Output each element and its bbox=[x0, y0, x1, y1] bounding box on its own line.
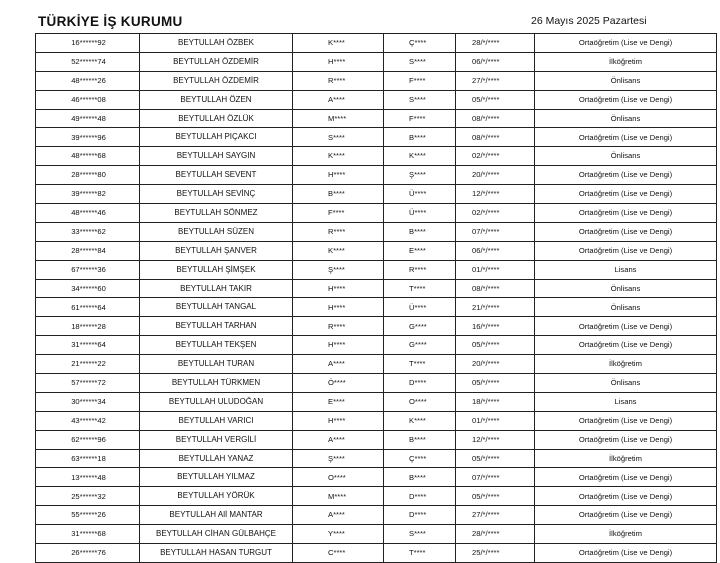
table-row bbox=[36, 109, 717, 128]
table-row bbox=[36, 506, 717, 525]
masked-birthdate-cell: 05/*/**** bbox=[456, 336, 535, 355]
education-level-cell: Ortaöğretim (Lise ve Dengi) bbox=[535, 34, 717, 53]
masked-id-cell: 61******64 bbox=[36, 298, 140, 317]
masked-birthdate-cell: 05/*/**** bbox=[456, 374, 535, 393]
document-header bbox=[0, 0, 720, 33]
masked-birthdate-cell: 25/*/**** bbox=[456, 544, 535, 563]
full-name-cell: BEYTULLAH SEVİNÇ bbox=[140, 185, 293, 204]
masked-birthdate-cell: 08/*/**** bbox=[456, 128, 535, 147]
table-row bbox=[36, 392, 717, 411]
education-level-cell: Önlisans bbox=[535, 298, 717, 317]
full-name-cell: BEYTULLAH SEVENT bbox=[140, 166, 293, 185]
masked-birthdate-cell: 28/*/**** bbox=[456, 34, 535, 53]
table-row bbox=[36, 147, 717, 166]
full-name-cell: BEYTULLAH PIÇAKCI bbox=[140, 128, 293, 147]
masked-birthdate-cell: 28/*/**** bbox=[456, 525, 535, 544]
masked-parent-2-cell: B**** bbox=[384, 222, 456, 241]
table-row bbox=[36, 336, 717, 355]
masked-parent-1-cell: R**** bbox=[293, 71, 384, 90]
masked-parent-2-cell: Ş**** bbox=[384, 166, 456, 185]
education-level-cell: Ortaöğretim (Lise ve Dengi) bbox=[535, 430, 717, 449]
full-name-cell: BEYTULLAH TEKŞEN bbox=[140, 336, 293, 355]
education-level-cell: Ortaöğretim (Lise ve Dengi) bbox=[535, 185, 717, 204]
full-name-cell: BEYTULLAH ÖZDEMİR bbox=[140, 52, 293, 71]
masked-id-cell: 48******68 bbox=[36, 147, 140, 166]
masked-parent-2-cell: O**** bbox=[384, 392, 456, 411]
full-name-cell: BEYTULLAH Alİ MANTAR bbox=[140, 506, 293, 525]
masked-id-cell: 28******80 bbox=[36, 166, 140, 185]
masked-parent-1-cell: H**** bbox=[293, 336, 384, 355]
masked-id-cell: 26******76 bbox=[36, 544, 140, 563]
table-row bbox=[36, 355, 717, 374]
masked-id-cell: 46******08 bbox=[36, 90, 140, 109]
records-table bbox=[35, 33, 717, 563]
masked-parent-2-cell: G**** bbox=[384, 317, 456, 336]
masked-parent-1-cell: H**** bbox=[293, 279, 384, 298]
masked-id-cell: 25******32 bbox=[36, 487, 140, 506]
masked-parent-2-cell: K**** bbox=[384, 411, 456, 430]
education-level-cell: Ortaöğretim (Lise ve Dengi) bbox=[535, 241, 717, 260]
masked-parent-1-cell: R**** bbox=[293, 317, 384, 336]
full-name-cell: BEYTULLAH VARICI bbox=[140, 411, 293, 430]
masked-parent-1-cell: A**** bbox=[293, 430, 384, 449]
masked-id-cell: 39******96 bbox=[36, 128, 140, 147]
masked-parent-2-cell: S**** bbox=[384, 52, 456, 71]
masked-parent-2-cell: D**** bbox=[384, 374, 456, 393]
masked-parent-1-cell: M**** bbox=[293, 109, 384, 128]
table-row bbox=[36, 468, 717, 487]
masked-parent-2-cell: B**** bbox=[384, 430, 456, 449]
masked-id-cell: 67******36 bbox=[36, 260, 140, 279]
table-row bbox=[36, 34, 717, 53]
masked-id-cell: 49******48 bbox=[36, 109, 140, 128]
masked-parent-2-cell: G**** bbox=[384, 336, 456, 355]
education-level-cell: Önlisans bbox=[535, 374, 717, 393]
masked-id-cell: 30******34 bbox=[36, 392, 140, 411]
table-row bbox=[36, 298, 717, 317]
masked-parent-2-cell: F**** bbox=[384, 109, 456, 128]
table-row bbox=[36, 222, 717, 241]
masked-parent-1-cell: A**** bbox=[293, 506, 384, 525]
education-level-cell: Ortaöğretim (Lise ve Dengi) bbox=[535, 317, 717, 336]
education-level-cell: İlköğretim bbox=[535, 525, 717, 544]
masked-parent-2-cell: B**** bbox=[384, 128, 456, 147]
education-level-cell: Önlisans bbox=[535, 147, 717, 166]
masked-id-cell: 13******48 bbox=[36, 468, 140, 487]
masked-id-cell: 55******26 bbox=[36, 506, 140, 525]
education-level-cell: Ortaöğretim (Lise ve Dengi) bbox=[535, 336, 717, 355]
masked-parent-1-cell: A**** bbox=[293, 355, 384, 374]
masked-birthdate-cell: 01/*/**** bbox=[456, 411, 535, 430]
table-row bbox=[36, 52, 717, 71]
full-name-cell: BEYTULLAH ŞİMŞEK bbox=[140, 260, 293, 279]
table-row bbox=[36, 241, 717, 260]
masked-parent-1-cell: Ö**** bbox=[293, 374, 384, 393]
education-level-cell: İlköğretim bbox=[535, 355, 717, 374]
full-name-cell: BEYTULLAH TURAN bbox=[140, 355, 293, 374]
masked-birthdate-cell: 12/*/**** bbox=[456, 185, 535, 204]
masked-id-cell: 63******18 bbox=[36, 449, 140, 468]
masked-id-cell: 18******28 bbox=[36, 317, 140, 336]
masked-parent-2-cell: S**** bbox=[384, 90, 456, 109]
table-row bbox=[36, 260, 717, 279]
full-name-cell: BEYTULLAH SÜZEN bbox=[140, 222, 293, 241]
masked-parent-1-cell: R**** bbox=[293, 222, 384, 241]
masked-id-cell: 52******74 bbox=[36, 52, 140, 71]
organization-title: TÜRKİYE İŞ KURUMU bbox=[38, 14, 183, 29]
masked-parent-1-cell: A**** bbox=[293, 90, 384, 109]
table-row bbox=[36, 279, 717, 298]
education-level-cell: Ortaöğretim (Lise ve Dengi) bbox=[535, 204, 717, 223]
education-level-cell: İlköğretim bbox=[535, 52, 717, 71]
masked-birthdate-cell: 12/*/**** bbox=[456, 430, 535, 449]
document-date: 26 Mayıs 2025 Pazartesi bbox=[531, 15, 647, 27]
masked-parent-1-cell: Ş**** bbox=[293, 260, 384, 279]
full-name-cell: BEYTULLAH YANAZ bbox=[140, 449, 293, 468]
masked-parent-2-cell: B**** bbox=[384, 468, 456, 487]
masked-birthdate-cell: 02/*/**** bbox=[456, 147, 535, 166]
education-level-cell: Önlisans bbox=[535, 279, 717, 298]
education-level-cell: Lisans bbox=[535, 392, 717, 411]
masked-parent-2-cell: R**** bbox=[384, 260, 456, 279]
masked-parent-1-cell: Ş**** bbox=[293, 449, 384, 468]
table-row bbox=[36, 90, 717, 109]
full-name-cell: BEYTULLAH ÖZDEMİR bbox=[140, 71, 293, 90]
full-name-cell: BEYTULLAH CİHAN GÜLBAHÇE bbox=[140, 525, 293, 544]
full-name-cell: BEYTULLAH TÜRKMEN bbox=[140, 374, 293, 393]
masked-id-cell: 16******92 bbox=[36, 34, 140, 53]
masked-parent-2-cell: F**** bbox=[384, 71, 456, 90]
masked-id-cell: 43******42 bbox=[36, 411, 140, 430]
masked-parent-1-cell: H**** bbox=[293, 166, 384, 185]
full-name-cell: BEYTULLAH SAYGIN bbox=[140, 147, 293, 166]
masked-birthdate-cell: 05/*/**** bbox=[456, 90, 535, 109]
masked-parent-1-cell: C**** bbox=[293, 544, 384, 563]
masked-parent-2-cell: T**** bbox=[384, 355, 456, 374]
education-level-cell: Ortaöğretim (Lise ve Dengi) bbox=[535, 128, 717, 147]
education-level-cell: Önlisans bbox=[535, 71, 717, 90]
masked-parent-1-cell: B**** bbox=[293, 185, 384, 204]
masked-birthdate-cell: 02/*/**** bbox=[456, 204, 535, 223]
masked-parent-1-cell: K**** bbox=[293, 241, 384, 260]
masked-id-cell: 21******22 bbox=[36, 355, 140, 374]
full-name-cell: BEYTULLAH ULUDOĞAN bbox=[140, 392, 293, 411]
masked-birthdate-cell: 05/*/**** bbox=[456, 449, 535, 468]
education-level-cell: Ortaöğretim (Lise ve Dengi) bbox=[535, 487, 717, 506]
masked-birthdate-cell: 18/*/**** bbox=[456, 392, 535, 411]
masked-id-cell: 33******62 bbox=[36, 222, 140, 241]
table-row bbox=[36, 487, 717, 506]
table-row bbox=[36, 449, 717, 468]
masked-birthdate-cell: 07/*/**** bbox=[456, 222, 535, 241]
education-level-cell: Ortaöğretim (Lise ve Dengi) bbox=[535, 166, 717, 185]
education-level-cell: Ortaöğretim (Lise ve Dengi) bbox=[535, 90, 717, 109]
full-name-cell: BEYTULLAH TARHAN bbox=[140, 317, 293, 336]
education-level-cell: Lisans bbox=[535, 260, 717, 279]
masked-parent-1-cell: S**** bbox=[293, 128, 384, 147]
masked-parent-1-cell: F**** bbox=[293, 204, 384, 223]
full-name-cell: BEYTULLAH ÖZLÜK bbox=[140, 109, 293, 128]
table-row bbox=[36, 317, 717, 336]
masked-parent-2-cell: S**** bbox=[384, 525, 456, 544]
table-row bbox=[36, 430, 717, 449]
education-level-cell: Ortaöğretim (Lise ve Dengi) bbox=[535, 468, 717, 487]
education-level-cell: Ortaöğretim (Lise ve Dengi) bbox=[535, 506, 717, 525]
full-name-cell: BEYTULLAH VERGİLİ bbox=[140, 430, 293, 449]
education-level-cell: İlköğretim bbox=[535, 449, 717, 468]
masked-birthdate-cell: 01/*/**** bbox=[456, 260, 535, 279]
masked-parent-2-cell: Ç**** bbox=[384, 34, 456, 53]
masked-parent-2-cell: T**** bbox=[384, 544, 456, 563]
full-name-cell: BEYTULLAH ŞANVER bbox=[140, 241, 293, 260]
table-row bbox=[36, 411, 717, 430]
masked-birthdate-cell: 05/*/**** bbox=[456, 487, 535, 506]
masked-birthdate-cell: 08/*/**** bbox=[456, 279, 535, 298]
masked-birthdate-cell: 06/*/**** bbox=[456, 52, 535, 71]
masked-birthdate-cell: 07/*/**** bbox=[456, 468, 535, 487]
table-row bbox=[36, 525, 717, 544]
masked-parent-2-cell: T**** bbox=[384, 279, 456, 298]
masked-parent-2-cell: K**** bbox=[384, 147, 456, 166]
masked-birthdate-cell: 21/*/**** bbox=[456, 298, 535, 317]
masked-parent-2-cell: D**** bbox=[384, 506, 456, 525]
masked-parent-2-cell: Ü**** bbox=[384, 298, 456, 317]
masked-parent-2-cell: Ç**** bbox=[384, 449, 456, 468]
full-name-cell: BEYTULLAH ÖZEN bbox=[140, 90, 293, 109]
masked-id-cell: 31******68 bbox=[36, 525, 140, 544]
full-name-cell: BEYTULLAH SÖNMEZ bbox=[140, 204, 293, 223]
masked-parent-2-cell: D**** bbox=[384, 487, 456, 506]
masked-parent-2-cell: Ü**** bbox=[384, 185, 456, 204]
masked-parent-1-cell: H**** bbox=[293, 52, 384, 71]
masked-birthdate-cell: 08/*/**** bbox=[456, 109, 535, 128]
table-row bbox=[36, 128, 717, 147]
table-row bbox=[36, 204, 717, 223]
full-name-cell: BEYTULLAH YILMAZ bbox=[140, 468, 293, 487]
masked-id-cell: 62******96 bbox=[36, 430, 140, 449]
masked-birthdate-cell: 27/*/**** bbox=[456, 506, 535, 525]
education-level-cell: Ortaöğretim (Lise ve Dengi) bbox=[535, 411, 717, 430]
masked-birthdate-cell: 06/*/**** bbox=[456, 241, 535, 260]
masked-parent-1-cell: Y**** bbox=[293, 525, 384, 544]
masked-id-cell: 31******64 bbox=[36, 336, 140, 355]
table-row bbox=[36, 185, 717, 204]
masked-parent-1-cell: H**** bbox=[293, 411, 384, 430]
masked-parent-1-cell: K**** bbox=[293, 147, 384, 166]
masked-id-cell: 39******82 bbox=[36, 185, 140, 204]
table-row bbox=[36, 544, 717, 563]
masked-birthdate-cell: 16/*/**** bbox=[456, 317, 535, 336]
masked-id-cell: 57******72 bbox=[36, 374, 140, 393]
full-name-cell: BEYTULLAH YÖRÜK bbox=[140, 487, 293, 506]
masked-birthdate-cell: 27/*/**** bbox=[456, 71, 535, 90]
table-row bbox=[36, 374, 717, 393]
table-row bbox=[36, 166, 717, 185]
records-table-body bbox=[36, 34, 717, 563]
masked-parent-1-cell: O**** bbox=[293, 468, 384, 487]
masked-id-cell: 28******84 bbox=[36, 241, 140, 260]
full-name-cell: BEYTULLAH TAKIR bbox=[140, 279, 293, 298]
masked-id-cell: 48******26 bbox=[36, 71, 140, 90]
education-level-cell: Önlisans bbox=[535, 109, 717, 128]
education-level-cell: Ortaöğretim (Lise ve Dengi) bbox=[535, 222, 717, 241]
masked-parent-2-cell: Ü**** bbox=[384, 204, 456, 223]
masked-parent-1-cell: H**** bbox=[293, 298, 384, 317]
masked-id-cell: 34******60 bbox=[36, 279, 140, 298]
masked-parent-1-cell: E**** bbox=[293, 392, 384, 411]
full-name-cell: BEYTULLAH TANGAL bbox=[140, 298, 293, 317]
masked-birthdate-cell: 20/*/**** bbox=[456, 166, 535, 185]
masked-id-cell: 48******46 bbox=[36, 204, 140, 223]
table-row bbox=[36, 71, 717, 90]
masked-parent-2-cell: E**** bbox=[384, 241, 456, 260]
masked-birthdate-cell: 20/*/**** bbox=[456, 355, 535, 374]
masked-parent-1-cell: K**** bbox=[293, 34, 384, 53]
masked-parent-1-cell: M**** bbox=[293, 487, 384, 506]
full-name-cell: BEYTULLAH ÖZBEK bbox=[140, 34, 293, 53]
full-name-cell: BEYTULLAH HASAN TURGUT bbox=[140, 544, 293, 563]
education-level-cell: Ortaöğretim (Lise ve Dengi) bbox=[535, 544, 717, 563]
